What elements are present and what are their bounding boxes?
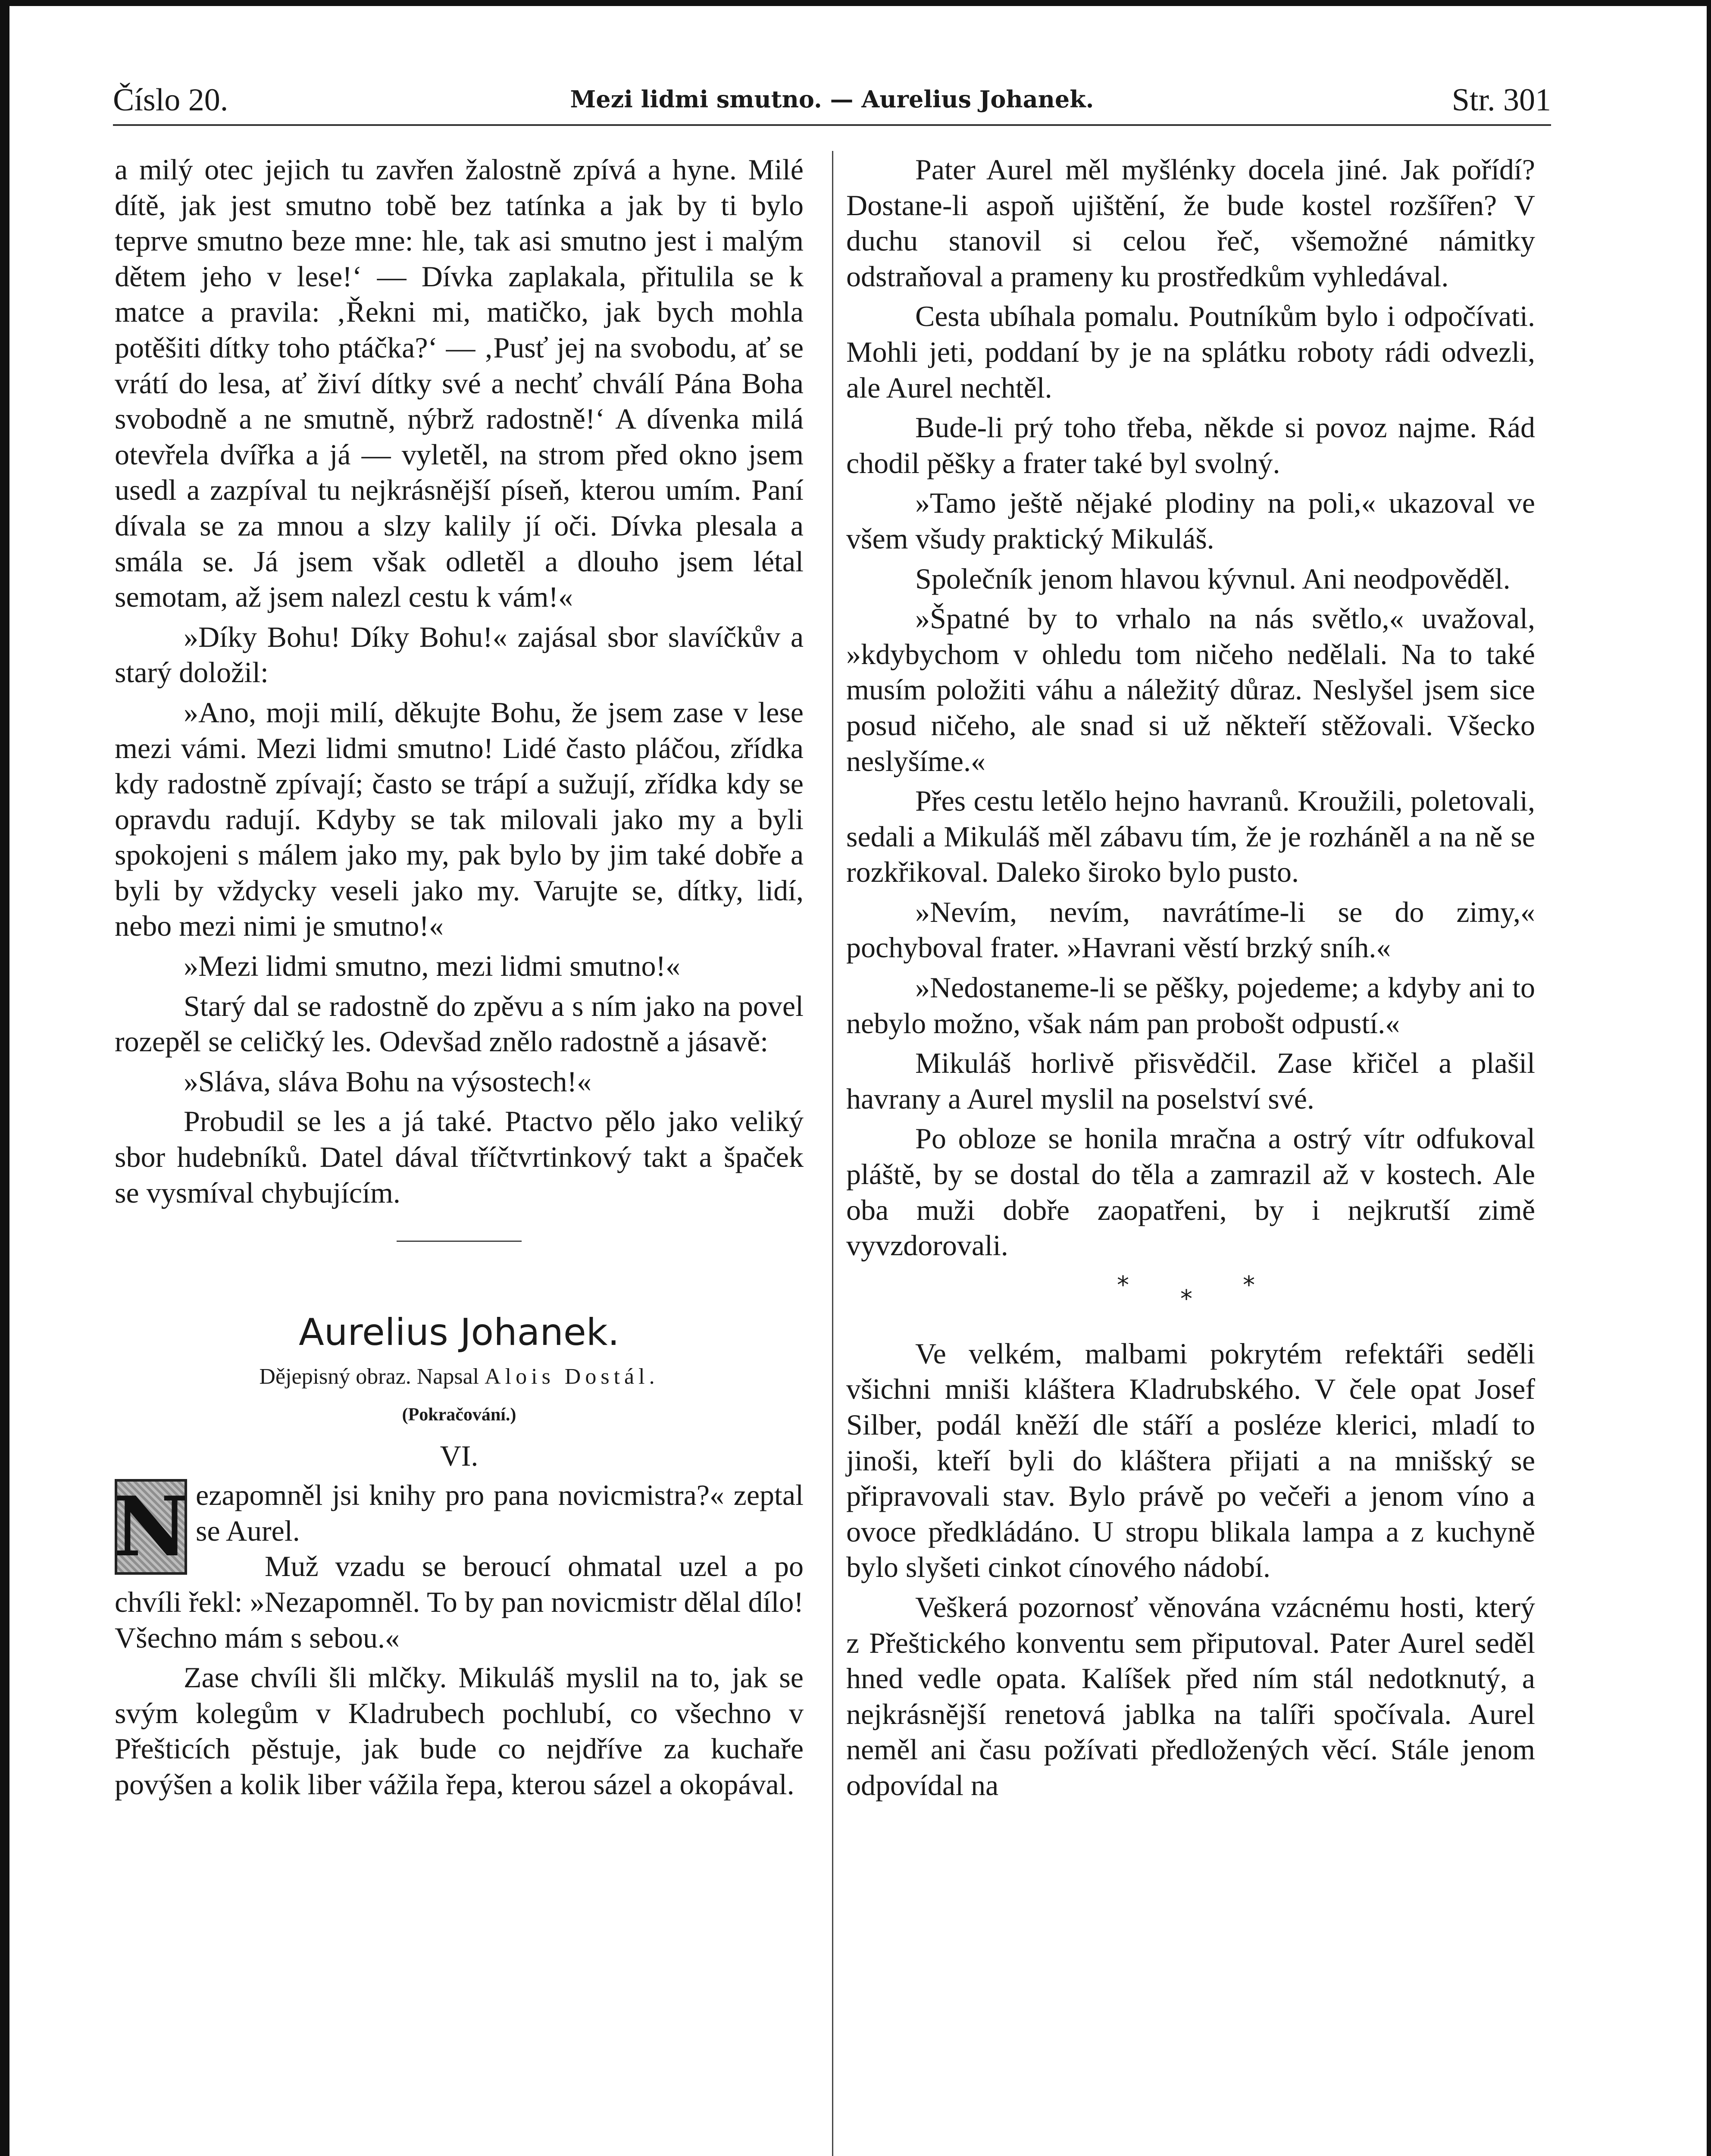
article-title: Aurelius Johanek. [299, 1311, 619, 1354]
paragraph: »Mezi lidmi smutno, mezi lidmi smutno!« [184, 950, 681, 983]
chapter-number: VI. [440, 1439, 479, 1473]
paragraph: »Špatné by to vrhalo na nás světlo,« uvažoval, »kdybychom v ohledu tom ničeho nedělali. Na to také musím položiti váhu a náležitý důraz. Neslyšel jsem sice posud ničeho, ale snad si už někteří stěžovali. Všecko neslyšíme.« [846, 602, 1535, 777]
paragraph: ezapomněl jsi knihy pro pana novicmistra?« zeptal se Aurel. [196, 1479, 804, 1547]
continuation-note: (Pokračování.) [402, 1405, 516, 1425]
paragraph: a milý otec jejich tu zavřen žalostně zpívá a hyne. Milé dítě, jak jest smutno tobě bez tatínka a jak by ti bylo teprve smutno beze mne: hle, tak asi smutno jest i malým dětem jeho v lese!‘ — Dívka zaplakala, přitulila se k matce a pravila: ‚Řekni mi, matičko, jak bych mohla potěšiti dítky toho ptáčka?‘ — ‚Pusť jej na svobodu, ať se vrátí do lesa, ať živí dítky své a nechť chválí Pána Boha svobodně a ne smutně, nýbrž radostně!‘ A dívenka milá otevřela dvířka a já — vyletěl, na strom před okno jsem usedl a zazpíval tu nejkrásnější píseň, kterou umím. Paní dívala se za mnou a slzy kalily jí oči. Dívka plesala a smála se. Já jsem však odletěl a dlouho jsem létal semotam, až jsem nalezl cestu k vám!« [115, 153, 804, 614]
page-header [113, 82, 1551, 129]
paragraph: Starý dal se radostně do zpěvu a s ním jako na povel rozepěl se celičký les. Odevšad znělo radostně a jásavě: [115, 989, 804, 1058]
left-column [115, 152, 804, 1802]
paragraph: Pater Aurel měl myšlénky docela jiné. Jak pořídí? Dostane-li aspoň ujištění, že bude kostel rozšířen? V duchu stanovil si celou řeč, všemožné námitky odstraňoval a prameny ku prostředkům vyhledával. [846, 153, 1535, 293]
paragraph: »Nedostaneme-li se pěšky, pojedeme; a kdyby ani to nebylo možno, však nám pan probošt odpustí.« [846, 971, 1535, 1040]
section-break-stars [846, 1263, 1535, 1336]
paragraph: »Sláva, sláva Bohu na výsostech!« [184, 1065, 592, 1098]
paragraph: »Tamo ještě nějaké plodiny na poli,« ukazoval ve všem všudy praktický Mikuláš. [846, 486, 1535, 555]
paragraph: Po obloze se honila mračna a ostrý vítr odfukoval pláště, by se dostal do těla a zamrazil až v kostech. Ale oba muži dobře zaopatřeni, by i nejkrutší zimě vyvzdorovali. [846, 1122, 1535, 1262]
article-byline [115, 1358, 804, 1395]
paragraph: Ve velkém, malbami pokrytém refektáři seděli všichni mniši kláštera Kladrubského. V čele opat Josef Silber, podál kněží dle stáří a posléze klerici, mladí to jinoši, kteří byli do kláštera přijati a na mnišský se připravovali stav. Bylo právě po večeři a jenom víno a ovoce předkládáno. U stropu blikala lampa a z kuchyně bylo slyšeti cinkot cínového nádobí. [846, 1337, 1535, 1584]
paragraph: Cesta ubíhala pomalu. Poutníkům bylo i odpočívati. Mohli jeti, poddaní by je na splátku roboty rádi odvezli, ale Aurel nechtěl. [846, 300, 1535, 404]
paragraph: »Ano, moji milí, děkujte Bohu, že jsem zase v lese mezi vámi. Mezi lidmi smutno! Lidé často pláčou, zřídka kdy radostně zpívají; často se trápí a sužují, zřídka kdy se opravdu radují. Kdyby se tak milovali jako my a byli spokojeni s málem jako my, pak bylo by jim také dobře a byli by vždycky veseli jako my. Varujte se, dítky, lidí, nebo mezi nimi je smutno!« [115, 696, 804, 943]
header-rule [113, 124, 1551, 126]
paragraph: Zase chvíli šli mlčky. Mikuláš myslil na to, jak se svým kolegům v Kladrubech pochlubí, co všechno v Přešticích pěstuje, jak bude co nejdříve za kuchaře povýšen a kolik liber vážila řepa, kterou sázel a okopával. [115, 1661, 804, 1801]
paragraph: »Nevím, nevím, navrátíme-li se do zimy,« pochyboval frater. »Havrani věstí brzký sníh.« [846, 895, 1535, 964]
byline-prefix: Dějepisný obraz. Napsal [259, 1364, 479, 1389]
star: * [1180, 1285, 1192, 1313]
paragraph: Bude-li prý toho třeba, někde si povoz najme. Rád chodil pěšky a frater také byl svolný. [846, 411, 1535, 479]
right-column [846, 152, 1535, 1803]
chapter-opening [113, 1477, 804, 1575]
star: * [1243, 1271, 1255, 1299]
section-separator [397, 1241, 522, 1242]
paragraph: »Díky Bohu! Díky Bohu!« zajásal sbor slavíčkův a starý doložil: [115, 620, 804, 689]
paragraph: Přes cestu letělo hejno havranů. Kroužili, poletovali, sedali a Mikuláš měl zábavu tím, že je rozháněl a na ně se rozkřikoval. Daleko široko bylo pusto. [846, 784, 1535, 889]
paragraph: Probudil se les a já také. Ptactvo pělo jako veliký sbor hudebníků. Datel dával tříčtvrtinkový takt a špaček se vysmíval chybujícím. [115, 1105, 804, 1209]
author-name: Alois Dostál. [485, 1364, 659, 1389]
paragraph: Veškerá pozornosť věnována vzácnému hosti, který z Přeštického konventu sem připutoval. Pater Aurel seděl hned vedle opata. Kalíšek před ním stál nedotknutý, a nejkrásnější renetová jablka na talíři spočívala. Aurel neměl ani času požívati předložených věcí. Stále jenom odpovídal na [846, 1590, 1535, 1802]
paragraph: Společník jenom hlavou kývnul. Ani neodpověděl. [915, 562, 1511, 595]
column-rule [832, 151, 833, 2156]
paragraph: Muž vzadu se beroucí ohmatal uzel a po chvíli řekl: »Nezapomněl. To by pan novicmistr dělal dílo! Všechno mám s sebou.« [115, 1550, 804, 1654]
paragraph: Mikuláš horlivě přisvědčil. Zase křičel a plašil havrany a Aurel myslil na poselství své. [846, 1047, 1535, 1115]
issue-number: Číslo 20. [113, 82, 228, 118]
star: * [1117, 1271, 1129, 1299]
running-title: Mezi lidmi smutno. — Aurelius Johanek. [570, 85, 1094, 113]
page-number: Str. 301 [1451, 82, 1551, 118]
drop-cap-ornament: N [113, 1479, 188, 1575]
